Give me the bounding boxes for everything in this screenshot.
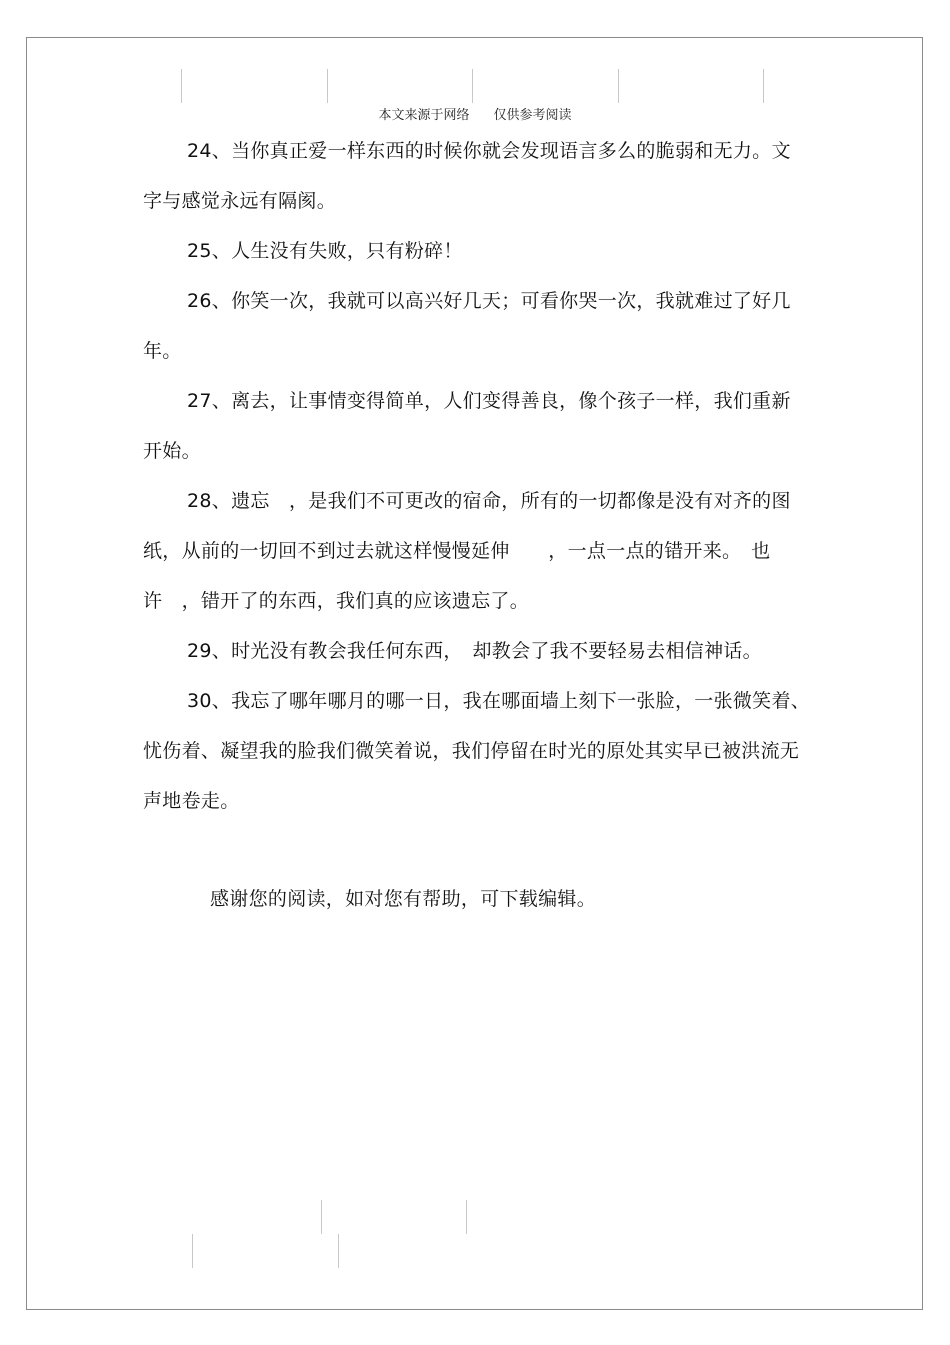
reference-note: 仅供参考阅读 <box>493 108 572 123</box>
header-divider <box>327 69 328 103</box>
footer-divider <box>321 1200 322 1234</box>
header-divider <box>181 69 182 103</box>
paragraph-26: 26、你笑一次，我就可以高兴好几天；可看你哭一次，我就难过了好几年。 <box>143 290 791 362</box>
paragraph-29: 29、时光没有教会我任何东西， 却教会了我不要轻易去相信神话。 <box>187 640 762 662</box>
closing-note: 感谢您的阅读，如对您有帮助，可下载编辑。 <box>210 888 597 910</box>
paragraph-24: 24、当你真正爱一样东西的时候你就会发现语言多么的脆弱和无力。文字与感觉永远有隔阂。 <box>143 140 791 212</box>
paragraph-27: 27、离去，让事情变得简单，人们变得善良，像个孩子一样，我们重新开始。 <box>143 390 791 462</box>
document-body <box>143 126 820 826</box>
paragraph-25: 25、人生没有失败，只有粉碎！ <box>187 240 463 262</box>
footer-divider <box>466 1200 467 1234</box>
paragraph-30: 30、我忘了哪年哪月的哪一日，我在哪面墙上刻下一张脸，一张微笑着、 忧伤着、凝望我的脸我们微笑着说，我们停留在时光的原处其实早已被洪流无声地卷走。 <box>143 690 820 812</box>
header-note <box>0 104 950 123</box>
header-divider <box>763 69 764 103</box>
source-note: 本文来源于网络 <box>378 108 470 123</box>
header-divider <box>472 69 473 103</box>
paragraph-28: 28、遗忘 ，是我们不可更改的宿命，所有的一切都像是没有对齐的图纸，从前的一切回不到过去就这样慢慢延伸 ，一点一点的错开来。 也许 ，错开了的东西，我们真的应该遗忘了。 <box>143 490 791 612</box>
footer-divider <box>338 1234 339 1268</box>
footer-divider <box>192 1234 193 1268</box>
header-divider <box>618 69 619 103</box>
